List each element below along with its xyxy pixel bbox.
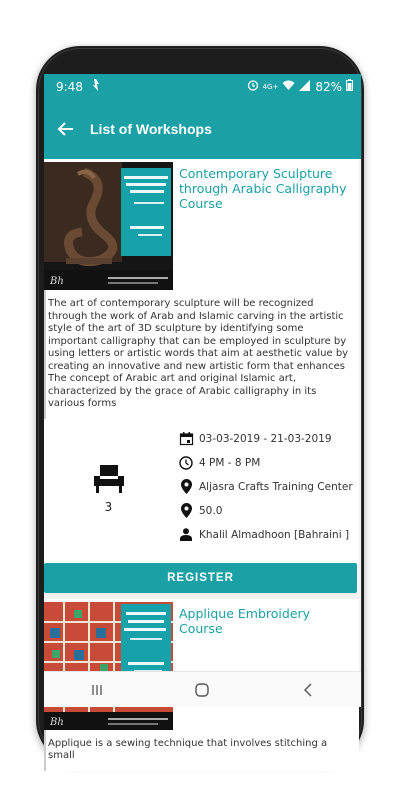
notification-icon (91, 79, 101, 94)
workshop-card[interactable] (44, 159, 359, 593)
sculpture-poster-image (44, 162, 173, 290)
home-icon (195, 683, 209, 697)
recent-apps-button[interactable] (82, 678, 112, 702)
seats-count: 3 (104, 499, 113, 514)
workshop-details (44, 419, 359, 559)
location-pin-icon (181, 479, 192, 494)
calendar-icon (180, 432, 193, 445)
home-button[interactable] (187, 678, 217, 702)
embroidery-poster-image (44, 602, 173, 730)
arrow-back-icon (58, 122, 74, 136)
location-row (173, 475, 359, 499)
app-bar (44, 99, 361, 159)
recent-apps-icon (91, 684, 103, 696)
date-row (173, 427, 359, 451)
register-button[interactable]: REGISTER (44, 563, 357, 593)
price-pin-icon (181, 503, 192, 518)
page-title: List of Workshops (90, 121, 212, 137)
clock-icon (179, 456, 193, 470)
workshop-title[interactable]: Applique Embroidery Course (179, 605, 311, 636)
alarm-icon (247, 79, 259, 94)
back-button[interactable] (56, 119, 76, 139)
seats-block (44, 419, 173, 559)
workshop-description: The art of contemporary sculpture will be recognized through the work of Arab and Islamic carving in the artistic style of the art of 3D sculpture by identifying some important calligraphy that can be employed in sculpture by using letters or artistic words that aim at aesthetic value by creating an innovative and new artistic form that enhances The concept of Arabic art and original Islamic art, characterized by the grace of Arabic calligraphy in its various forms (44, 290, 359, 419)
nav-back-icon (303, 683, 313, 697)
location: Aljasra Crafts Training Center (199, 480, 353, 493)
seat-icon (93, 464, 125, 494)
navigation-bar (44, 671, 361, 707)
workshop-poster[interactable] (44, 602, 173, 730)
time-range: 4 PM - 8 PM (199, 456, 261, 469)
status-time: 9:48 (56, 79, 83, 94)
price-row (173, 499, 359, 523)
workshop-poster[interactable] (44, 162, 173, 290)
workshop-description: Applique is a sewing technique that involves stitching a small (44, 730, 359, 771)
date-range: 03-03-2019 - 21-03-2019 (199, 432, 332, 445)
svg-text:Bh: Bh (50, 276, 64, 287)
trainer: Khalil Almadhoon [Bahraini ] (199, 528, 350, 541)
workshop-title[interactable]: Contemporary Sculpture through Arabic Calligraphy Course (179, 166, 347, 211)
workshop-list[interactable] (44, 159, 361, 761)
price: 50.0 (199, 504, 223, 517)
wifi-icon (282, 80, 295, 94)
signal-icon (299, 80, 311, 94)
battery-percent: 82% (315, 79, 342, 94)
trainer-row (173, 523, 359, 547)
status-right (247, 79, 353, 94)
nav-back-button[interactable] (293, 678, 323, 702)
status-bar (44, 74, 361, 99)
person-icon (180, 528, 192, 541)
time-row (173, 451, 359, 475)
network-label: 4G+ (262, 82, 279, 91)
battery-icon (346, 79, 353, 94)
svg-text:Bh: Bh (50, 716, 64, 728)
screen (44, 74, 361, 761)
